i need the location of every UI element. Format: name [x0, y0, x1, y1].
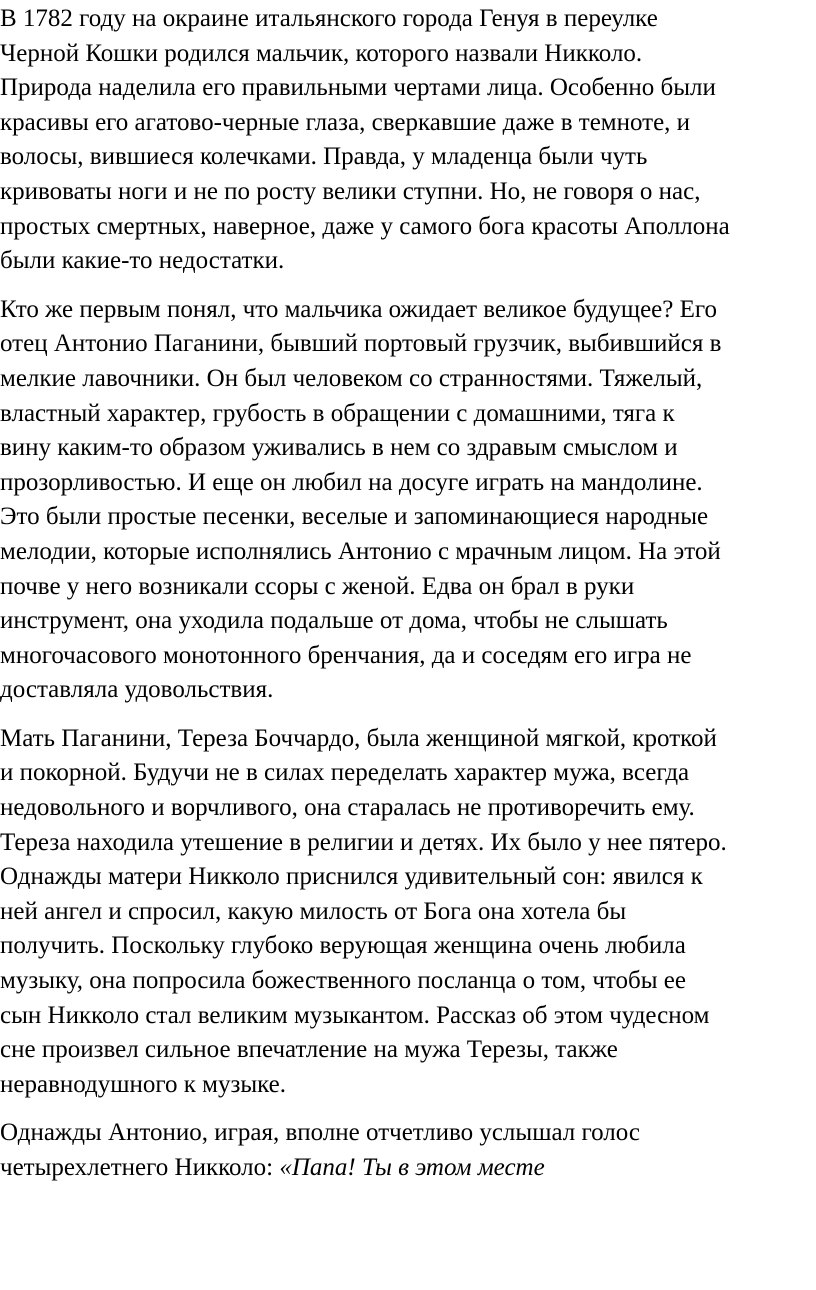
text-line: неравнодушного к музыке. [0, 1070, 287, 1098]
text-line: отец Антонио Паганини, бывший портовый грузчик, выбившийся в [0, 330, 722, 358]
text-line: многочасового монотонного бренчания, да и соседям его игра не [0, 641, 692, 669]
text-line: прозорливостью. И еще он любил на досуге играть на мандолине. [0, 468, 703, 496]
text-line: кривоваты ноги и не по росту велики ступни. Но, не говоря о нас, [0, 177, 701, 205]
text-line: Однажды Антонио, играя, вполне отчетливо услышал голос [0, 1119, 640, 1147]
text-line: и покорной. Будучи не в силах переделать характер мужа, всегда [0, 759, 690, 787]
text-line: сын Никколо стал великим музыкантом. Рассказ об этом чудесном [0, 1001, 710, 1029]
paragraph-voice [0, 1116, 816, 1185]
text-line: сне произвел сильное впечатление на мужа Терезы, также [0, 1036, 618, 1064]
text-line: простых смертных, наверное, даже у самого бога красоты Аполлона [0, 212, 730, 240]
text-line: мелодии, которые исполнялись Антонио с мрачным лицом. На этой [0, 537, 721, 565]
paragraph-father [0, 293, 816, 708]
paragraph-birth [0, 2, 816, 279]
text-line: волосы, вившиеся колечками. Правда, у младенца были чуть [0, 143, 648, 171]
text-line: Однажды матери Никколо приснился удивительный сон: явился к [0, 863, 703, 891]
text-line: почве у него возникали ссоры с женой. Едва он брал в руки [0, 572, 635, 600]
text-line: В 1782 году на окраине итальянского города Генуя в переулке [0, 5, 658, 32]
text-line: недовольного и ворчливого, она старалась не противоречить ему. [0, 794, 695, 822]
text-line: Мать Паганини, Тереза Боччардо, была женщиной мягкой, кроткой [0, 724, 717, 752]
text-line: инструмент, она уходила подальше от дома, чтобы не слышать [0, 607, 668, 635]
text-line: Тереза находила утешение в религии и детях. Их было у нее пятеро. [0, 828, 727, 856]
text-line: властный характер, грубость в обращении с домашними, тяга к [0, 399, 675, 427]
text-line: Это были простые песенки, веселые и запоминающиеся народные [0, 503, 709, 531]
text-line: были какие-то недостатки. [0, 247, 285, 275]
text-line: получить. Поскольку глубоко верующая женщина очень любила [0, 932, 686, 960]
text-line: красивы его агатово-черные глаза, сверкавшие даже в темноте, и [0, 108, 691, 136]
text-line: ней ангел и спросил, какую милость от Бога она хотела бы [0, 897, 627, 925]
text-line: музыку, она попросила божественного посланца о том, чтобы ее [0, 967, 686, 995]
text-italic-quote: «Папа! Ты в этом месте [279, 1154, 545, 1181]
text-line: Черной Кошки родился мальчик, которого назвали Никколо. [0, 39, 643, 67]
paragraph-mother [0, 722, 816, 1103]
text-line: мелкие лавочники. Он был человеком со странностями. Тяжелый, [0, 364, 703, 392]
text-line: доставляла удовольствия. [0, 676, 274, 704]
text-line: Кто же первым понял, что мальчика ожидает великое будущее? Его [0, 295, 718, 323]
text-line: вину каким-то образом уживались в нем со здравым смыслом и [0, 434, 678, 462]
text-regular: четырехлетнего Никколо: [0, 1154, 280, 1181]
text-line-last [0, 1151, 816, 1186]
text-line: Природа наделила его правильными чертами лица. Особенно были [0, 74, 716, 102]
